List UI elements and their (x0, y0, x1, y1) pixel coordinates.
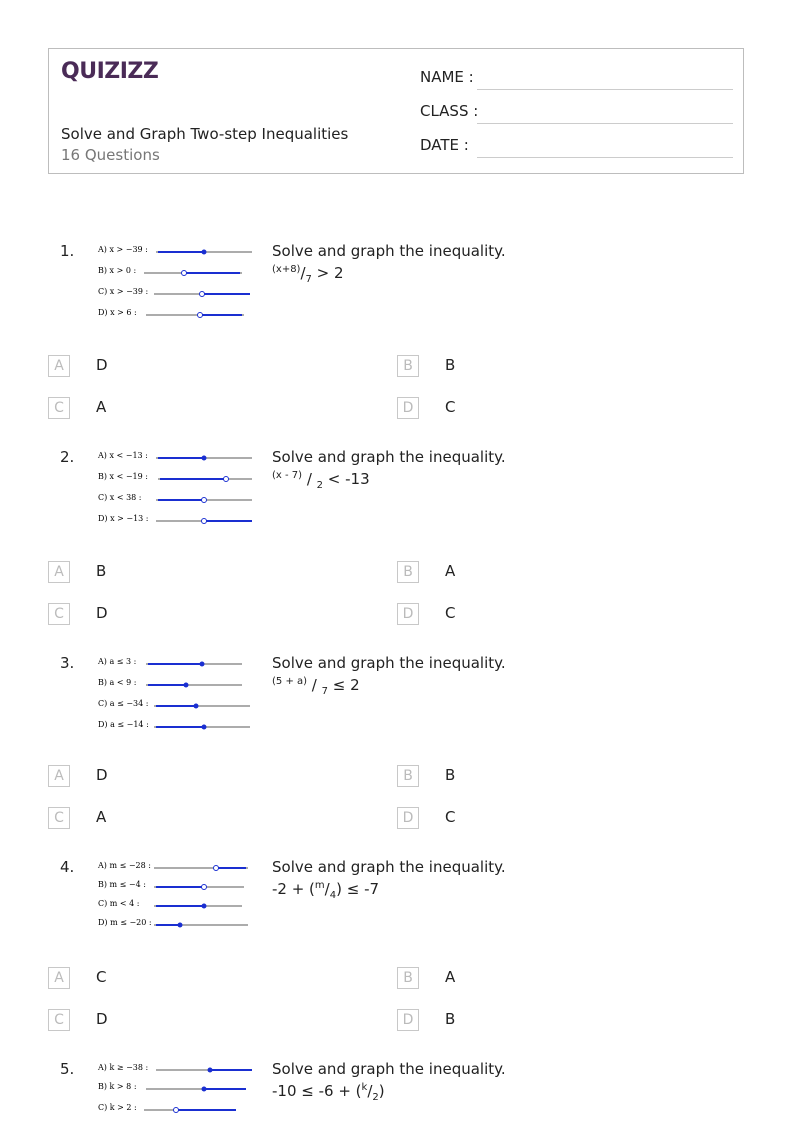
expr-numerator: (x+8) (272, 264, 301, 275)
option-text: C (96, 968, 107, 986)
number-line-graphs-image (96, 654, 256, 738)
expr-rest: ≤ 2 (328, 676, 360, 694)
graph-label-d: D) x > 6 : (98, 308, 137, 317)
class-line[interactable] (477, 123, 733, 124)
question-number: 5. (60, 1060, 75, 1078)
number-line-graphs-image (96, 858, 256, 942)
question-expression (272, 264, 344, 285)
class-field[interactable] (420, 102, 733, 124)
option-text: C (445, 398, 456, 416)
quizizz-logo: QUIZIZZ (61, 59, 159, 84)
question-count: 16 Questions (61, 146, 160, 164)
graph-label-b: B) x < −19 : (98, 472, 148, 481)
option-text: A (96, 808, 107, 826)
name-field[interactable] (420, 68, 733, 90)
number-line-graphs-image (96, 242, 256, 326)
graph-label-c: C) x < 38 : (98, 493, 142, 502)
worksheet-title: Solve and Graph Two-step Inequalities (61, 125, 349, 143)
number-line-graphs-image (96, 1060, 256, 1123)
question-expression (272, 676, 360, 697)
question-expression (272, 1082, 385, 1103)
option-letter: D (397, 397, 419, 419)
graph-label-c: C) k > 2 : (98, 1103, 137, 1112)
graph-label-d: D) x > −13 : (98, 514, 149, 523)
expr-rest: ) ≤ -7 (336, 880, 380, 898)
option-text: B (445, 766, 456, 784)
expr-slash: / (324, 880, 330, 898)
option-letter: B (397, 561, 419, 583)
expr-rest: < -13 (323, 470, 370, 488)
expr-denominator: 4 (329, 890, 337, 901)
expr-denominator: 7 (321, 686, 328, 697)
option-letter: B (397, 967, 419, 989)
graph-label-a: A) x < −13 : (98, 451, 148, 460)
question-prompt: Solve and graph the inequality. (272, 654, 506, 672)
graph-label-b: B) x > 0 : (98, 266, 137, 275)
option-letter: A (48, 765, 70, 787)
graph-label-a: A) m ≤ −28 : (98, 861, 151, 870)
option-letter: D (397, 1009, 419, 1031)
option-text: A (445, 968, 456, 986)
date-field[interactable] (420, 136, 733, 158)
graph-label-c: C) m < 4 : (98, 899, 140, 908)
expr-denominator: 2 (372, 1092, 379, 1103)
option-letter: A (48, 355, 70, 377)
option-letter: B (397, 355, 419, 377)
expr-slash: / (300, 264, 306, 282)
option-text: D (96, 766, 108, 784)
expr-slash: / (307, 676, 322, 694)
expr-denominator: 7 (305, 274, 312, 285)
worksheet-header (48, 48, 744, 174)
expr-rest: ) (378, 1082, 385, 1100)
option-text: D (96, 604, 108, 622)
option-text: B (96, 562, 107, 580)
option-text: B (445, 1010, 456, 1028)
question-number: 1. (60, 242, 75, 260)
option-text: B (445, 356, 456, 374)
graph-label-a: A) x > −39 : (98, 245, 148, 254)
option-letter: C (48, 397, 70, 419)
graph-label-b: B) m ≤ −4 : (98, 880, 146, 889)
expr-numerator: (x - 7) (272, 470, 303, 481)
graph-label-d: D) a ≤ −14 : (98, 720, 149, 729)
graph-label-c: C) a ≤ −34 : (98, 699, 149, 708)
option-letter: A (48, 967, 70, 989)
expr-rest: > 2 (311, 264, 344, 282)
question-number: 3. (60, 654, 75, 672)
option-text: C (445, 604, 456, 622)
expr-denominator: 2 (316, 480, 324, 491)
expr-numerator: (5 + a) (272, 676, 308, 687)
name-label: NAME : (420, 68, 474, 86)
option-letter: B (397, 765, 419, 787)
expr-lead: -2 + ( (272, 880, 315, 898)
option-letter: C (48, 603, 70, 625)
option-text: A (96, 398, 107, 416)
option-letter: C (48, 1009, 70, 1031)
graph-label-b: B) k > 8 : (98, 1082, 137, 1091)
graph-label-a: A) a ≤ 3 : (98, 657, 137, 666)
question-prompt: Solve and graph the inequality. (272, 242, 506, 260)
option-letter: C (48, 807, 70, 829)
expr-slash: / (302, 470, 317, 488)
option-letter: A (48, 561, 70, 583)
question-prompt: Solve and graph the inequality. (272, 858, 506, 876)
question-prompt: Solve and graph the inequality. (272, 1060, 506, 1078)
graph-label-d: D) m ≤ −20 : (98, 918, 152, 927)
expr-numerator: m (314, 880, 325, 891)
option-text: D (96, 356, 108, 374)
question-prompt: Solve and graph the inequality. (272, 448, 506, 466)
question-expression (272, 470, 370, 491)
class-label: CLASS : (420, 102, 479, 120)
graph-label-c: C) x > −39 : (98, 287, 149, 296)
graph-label-b: B) a < 9 : (98, 678, 137, 687)
option-text: C (445, 808, 456, 826)
option-text: D (96, 1010, 108, 1028)
number-line-graphs-image (96, 448, 256, 532)
name-line[interactable] (477, 89, 733, 90)
expr-numerator: k (361, 1082, 368, 1093)
question-number: 2. (60, 448, 75, 466)
question-expression (272, 880, 379, 901)
option-letter: D (397, 603, 419, 625)
option-text: A (445, 562, 456, 580)
expr-slash: / (367, 1082, 373, 1100)
expr-lead: -10 ≤ -6 + ( (272, 1082, 362, 1100)
graph-label-a: A) k ≥ −38 : (98, 1063, 149, 1072)
date-label: DATE : (420, 136, 469, 154)
option-letter: D (397, 807, 419, 829)
date-line[interactable] (477, 157, 733, 158)
question-number: 4. (60, 858, 75, 876)
